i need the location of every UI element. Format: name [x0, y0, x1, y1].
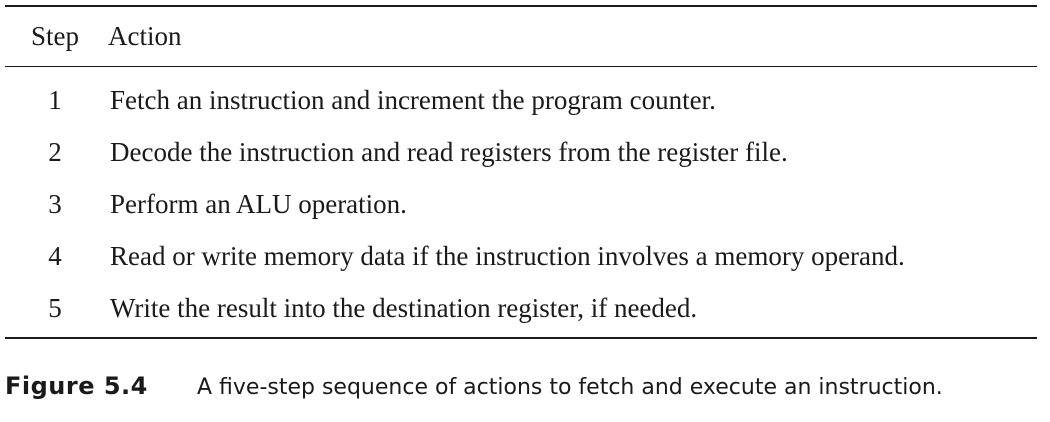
table-row	[5, 282, 1037, 334]
step-number: 3	[48, 188, 62, 219]
step-number: 5	[48, 292, 62, 323]
step-action: Read or write memory data if the instruction involves a memory operand.	[110, 240, 905, 271]
figure-label: Figure 5.4	[5, 372, 148, 400]
step-action: Write the result into the destination register, if needed.	[110, 292, 698, 323]
step-action: Perform an ALU operation.	[110, 188, 407, 219]
step-number: 4	[48, 240, 62, 271]
figure-caption	[5, 372, 943, 400]
figure-caption-text: A five-step sequence of actions to fetch and execute an instruction.	[197, 375, 943, 400]
step-number: 2	[48, 136, 62, 167]
table-row	[5, 126, 1037, 178]
step-action: Fetch an instruction and increment the program counter.	[110, 84, 716, 115]
steps-table	[5, 5, 1037, 339]
table-row	[5, 230, 1037, 282]
column-header-step: Step	[30, 21, 79, 51]
table-bottom-rule	[5, 337, 1037, 339]
step-action: Decode the instruction and read registers from the register file.	[110, 136, 788, 167]
table-row	[5, 178, 1037, 230]
step-number: 1	[48, 84, 62, 115]
column-header-action: Action	[108, 21, 182, 51]
table-row	[5, 74, 1037, 126]
table-body	[5, 67, 1037, 337]
table-header-row	[5, 7, 1037, 66]
